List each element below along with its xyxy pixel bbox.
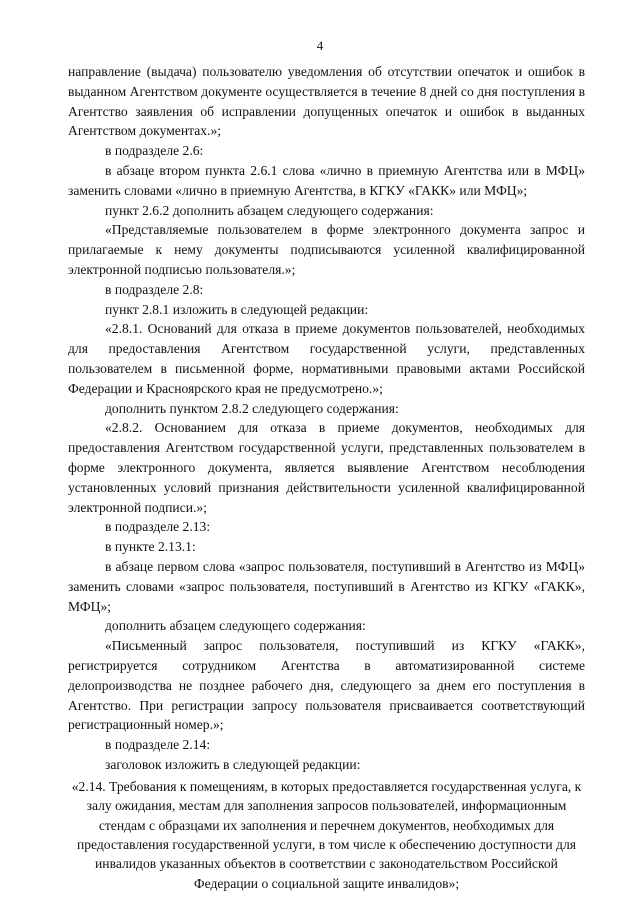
paragraph-subsection-2-14: в подразделе 2.14: — [105, 737, 211, 753]
paragraph-item-2-6-2: пункт 2.6.2 дополнить абзацем следующего содержания: — [105, 202, 434, 218]
paragraph-error-notice: направление (выдача) пользователю уведомления об отсутствии опечаток и ошибок в выданном Агентством документе осуществляется в течение 8 дней со дня поступления в Агентство заявления об исправлении допущенных опечаток и ошибок в выданных Агентством документах.»; — [68, 64, 585, 139]
paragraph-heading-intro: заголовок изложить в следующей редакции: — [105, 756, 361, 772]
paragraph-written-request: «Письменный запрос пользователя, поступивший из КГКУ «ГАКК», регистрируется сотрудником Агентства в автоматизированной системе делопроизводства не позднее рабочего дня, следующего за днем его поступления в Агентство. При регистрации запросу пользователя присваивается соответствующий регистрационный номер.»; — [68, 638, 585, 733]
paragraph-subsection-2-6: в подразделе 2.6: — [105, 143, 204, 159]
paragraph-item-2-8-2-intro: дополнить пунктом 2.8.2 следующего содержания: — [105, 400, 399, 416]
paragraph-heading-2-14: «2.14. Требования к помещениям, в которых предоставляется государственная услуга, к залу ожидания, местам для заполнения запросов пользователей, информационным стендам с образцами их заполнения и перечнем документов, необходимых для предоставления государственной услуги, в том числе к обеспечению доступности для инвалидов указанных объектов в соответствии с законодательством Российской Федерации о социальной защите инвалидов»; — [71, 778, 582, 891]
paragraph-item-2-8-1-intro: пункт 2.8.1 изложить в следующей редакции: — [105, 301, 369, 317]
paragraph-subsection-2-13: в подразделе 2.13: — [105, 519, 211, 535]
document-body — [68, 62, 585, 893]
paragraph-subsection-2-8: в подразделе 2.8: — [105, 281, 204, 297]
paragraph-first-abzac: в абзаце первом слова «запрос пользователя, поступивший в Агентство из МФЦ» заменить словами «запрос пользователя, поступивший в Агентство из КГКУ «ГАКК», МФЦ»; — [68, 558, 585, 614]
paragraph-item-2-8-2: «2.8.2. Основанием для отказа в приеме документов, необходимых для предоставления Агентством государственной услуги, представленных пользователем в форме электронного документа, является выявление Агентством несоблюдения установленных условий признания действительности усиленной квалифицированной электронной подписи.»; — [68, 420, 585, 515]
paragraph-item-2-13-1: в пункте 2.13.1: — [105, 539, 196, 555]
paragraph-item-2-6-1: в абзаце втором пункта 2.6.1 слова «лично в приемную Агентства или в МФЦ» заменить словами «лично в приемную Агентства, в КГКУ «ГАКК» или МФЦ»; — [68, 162, 585, 198]
paragraph-electronic-signature: «Представляемые пользователем в форме электронного документа запрос и прилагаемые к нему документы подписываются усиленной квалифицированной электронной подписью пользователя.»; — [68, 222, 585, 277]
page-number: 4 — [316, 38, 324, 53]
paragraph-item-2-8-1: «2.8.1. Оснований для отказа в приеме документов пользователей, необходимых для предоставления Агентством государственной услуги, представленных пользователем в письменной форме, нормативными правовыми актами Российской Федерации и Красноярского края не предусмотрено.»; — [68, 321, 585, 396]
paragraph-add-abzac: дополнить абзацем следующего содержания: — [105, 618, 366, 634]
